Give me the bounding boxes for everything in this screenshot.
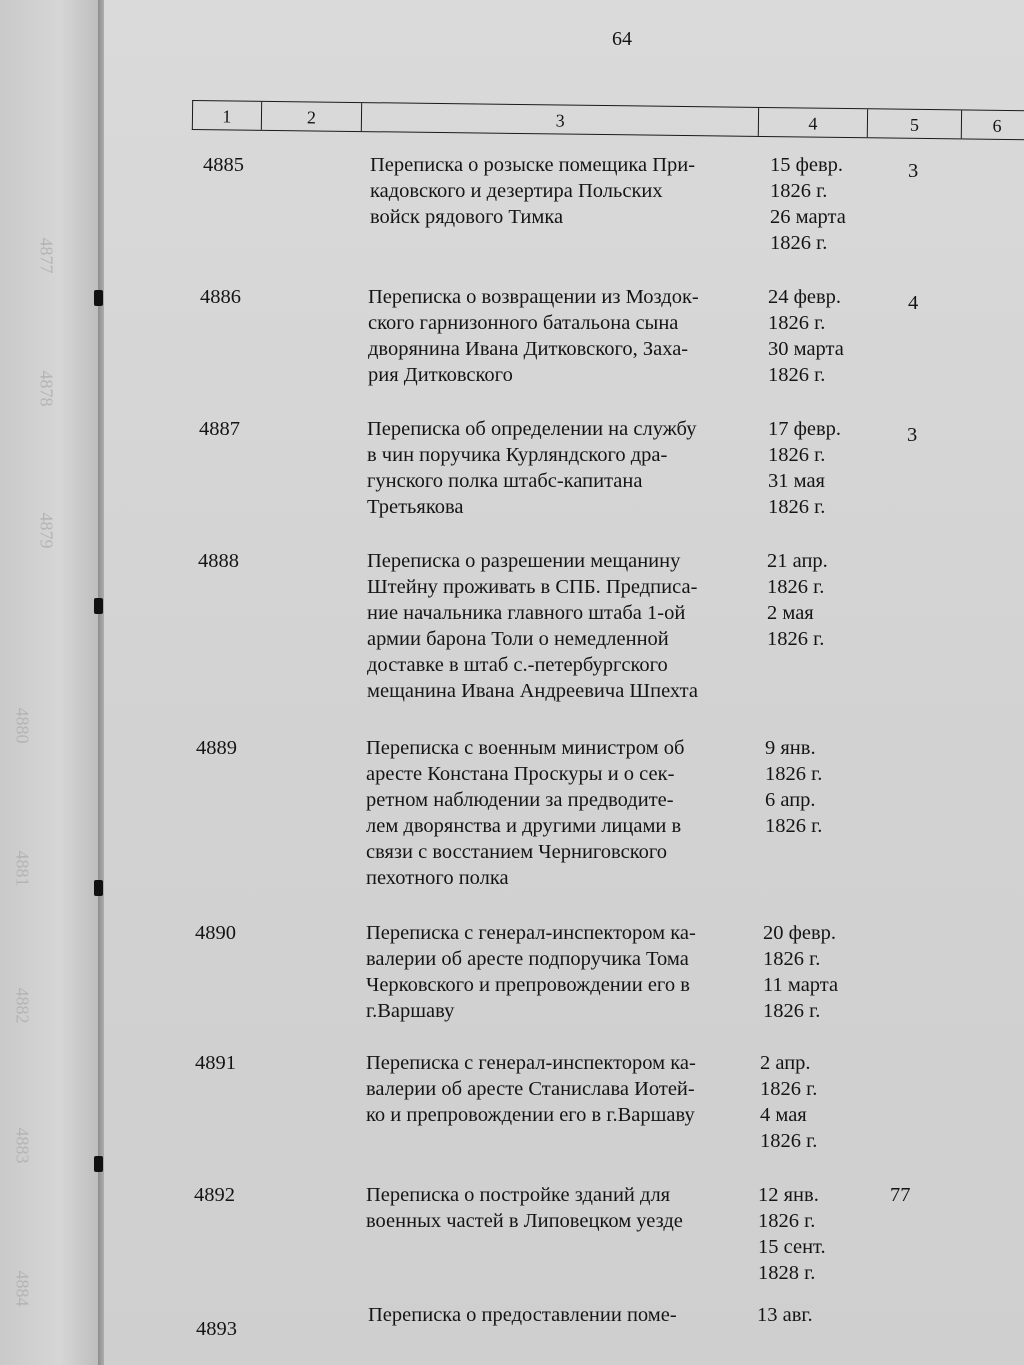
description-line: Переписка о предоставлении поме- (368, 1304, 677, 1326)
description-line: аресте Констана Проскуры и о сек- (366, 763, 675, 785)
date-line: 30 марта (768, 338, 844, 360)
date-line: 1826 г. (767, 576, 825, 598)
binding-hole (94, 1156, 103, 1172)
description-line: ко и препровождении его в г.Варшаву (366, 1104, 695, 1126)
column-header: 2 (261, 102, 362, 131)
date-line: 1826 г. (768, 444, 826, 466)
bleed-through-number: 4878 (36, 370, 57, 407)
entry-sheet-count: 77 (890, 1184, 911, 1206)
date-line: 1826 г. (760, 1078, 818, 1100)
description-line: Переписка о постройке зданий для (366, 1184, 671, 1206)
entry-description (367, 548, 757, 704)
date-line: 24 февр. (768, 286, 842, 308)
date-line: 4 мая (760, 1104, 807, 1126)
date-line: 26 марта (770, 206, 846, 228)
description-line: дворянина Ивана Дитковского, Заха- (368, 338, 689, 360)
entry-description (366, 920, 756, 1024)
description-line: Переписка с генерал-инспектором ка- (366, 922, 696, 944)
description-line: валерии об аресте Станислава Иотей- (366, 1078, 695, 1100)
entry-number: 4887 (199, 418, 240, 440)
description-line: Третьякова (367, 496, 464, 518)
entry-dates (758, 1182, 868, 1286)
description-line: войск рядового Тимка (370, 206, 564, 228)
column-header: 1 (193, 101, 262, 130)
entry-dates (770, 152, 880, 256)
bleed-through-number: 4884 (12, 1270, 33, 1307)
description-line: Переписка о розыске помещика При- (370, 154, 696, 176)
description-line: Переписка о разрешении мещанину (367, 550, 681, 572)
column-header: 6 (962, 110, 1024, 139)
date-line: 12 янв. (758, 1184, 819, 1206)
description-line: связи с восстанием Черниговского (366, 841, 668, 863)
entry-number: 4892 (194, 1184, 235, 1206)
entry-number: 4886 (200, 286, 241, 308)
entry-number: 4891 (195, 1052, 236, 1074)
date-line: 1828 г. (758, 1262, 816, 1284)
date-line: 1826 г. (765, 815, 823, 837)
description-line: в чин поручика Курляндского дра- (367, 444, 668, 466)
date-line: 9 янв. (765, 737, 816, 759)
description-line: мещанина Ивана Андреевича Шпехта (367, 680, 698, 702)
entry-number: 4888 (198, 550, 239, 572)
date-line: 1826 г. (770, 232, 828, 254)
description-line: лем дворянства и другими лицами в (366, 815, 682, 837)
date-line: 1826 г. (767, 628, 825, 650)
bleed-through-number: 4883 (12, 1127, 33, 1164)
entry-number: 4890 (195, 922, 236, 944)
entry-dates (768, 416, 878, 520)
entry-dates (763, 920, 873, 1024)
description-line: ского гарнизонного батальона сына (368, 312, 679, 334)
entry-description (366, 1050, 756, 1128)
description-line: военных частей в Липовецком уезде (366, 1210, 683, 1232)
entry-number: 4889 (196, 737, 237, 759)
column-header: 5 (868, 109, 963, 138)
bleed-through-number: 4881 (12, 850, 33, 887)
date-line: 17 февр. (768, 418, 842, 440)
date-line: 15 сент. (758, 1236, 826, 1258)
entry-sheet-count: 3 (908, 160, 919, 182)
column-header: 3 (362, 103, 759, 136)
entry-description (370, 152, 760, 230)
description-line: пехотного полка (366, 867, 509, 889)
entry-dates (767, 548, 877, 652)
entry-dates (760, 1050, 870, 1154)
entry-description (368, 284, 758, 388)
entry-dates (768, 284, 878, 388)
date-line: 1826 г. (770, 180, 828, 202)
date-line: 1826 г. (758, 1210, 816, 1232)
date-line: 1826 г. (760, 1130, 818, 1152)
date-line: 31 мая (768, 470, 825, 492)
description-line: ние начальника главного штаба 1-ой (367, 602, 686, 624)
description-line: Штейну проживать в СПБ. Предписа- (367, 576, 698, 598)
date-line: 1826 г. (768, 312, 826, 334)
entry-description (367, 416, 757, 520)
description-line: валерии об аресте подпоручика Тома (366, 948, 689, 970)
date-line: 1826 г. (768, 364, 826, 386)
description-line: гунского полка штабс-капитана (367, 470, 643, 492)
date-line: 2 мая (767, 602, 814, 624)
entry-description (366, 1182, 756, 1234)
binding-hole (94, 880, 103, 896)
date-line: 1826 г. (765, 763, 823, 785)
entry-sheet-count: 3 (907, 424, 918, 446)
bleed-through-number: 4877 (36, 237, 57, 274)
column-header: 4 (759, 108, 868, 137)
description-line: г.Варшаву (366, 1000, 455, 1022)
description-line: Переписка об определении на службу (367, 418, 697, 440)
description-line: армии барона Толи о немедленной (367, 628, 669, 650)
date-line: 13 авг. (757, 1304, 813, 1326)
date-line: 1826 г. (763, 948, 821, 970)
entry-sheet-count: 4 (908, 292, 919, 314)
date-line: 11 марта (763, 974, 839, 996)
date-line: 15 февр. (770, 154, 844, 176)
description-line: Черковского и препровождении его в (366, 974, 690, 996)
description-line: доставке в штаб с.-петербургского (367, 654, 668, 676)
date-line: 2 апр. (760, 1052, 811, 1074)
entry-dates (757, 1302, 867, 1328)
date-line: 20 февр. (763, 922, 837, 944)
bleed-through-number: 4879 (36, 512, 57, 549)
bleed-through-number: 4880 (12, 707, 33, 744)
date-line: 6 апр. (765, 789, 816, 811)
entry-description (366, 735, 756, 891)
date-line: 1826 г. (768, 496, 826, 518)
entry-number: 4893 (196, 1318, 237, 1340)
entry-number: 4885 (203, 154, 244, 176)
description-line: рия Дитковского (368, 364, 513, 386)
entry-description (368, 1302, 758, 1328)
description-line: Переписка о возвращении из Моздок- (368, 286, 699, 308)
description-line: Переписка с генерал-инспектором ка- (366, 1052, 696, 1074)
description-line: ретном наблюдении за предводите- (366, 789, 674, 811)
binding-hole (94, 290, 103, 306)
description-line: Переписка с военным министром об (366, 737, 685, 759)
date-line: 21 апр. (767, 550, 828, 572)
date-line: 1826 г. (763, 1000, 821, 1022)
bleed-through-number: 4882 (12, 987, 33, 1024)
page-number: 64 (612, 28, 632, 50)
entry-dates (765, 735, 875, 839)
binding-hole (94, 598, 103, 614)
description-line: кадовского и дезертира Польских (370, 180, 663, 202)
